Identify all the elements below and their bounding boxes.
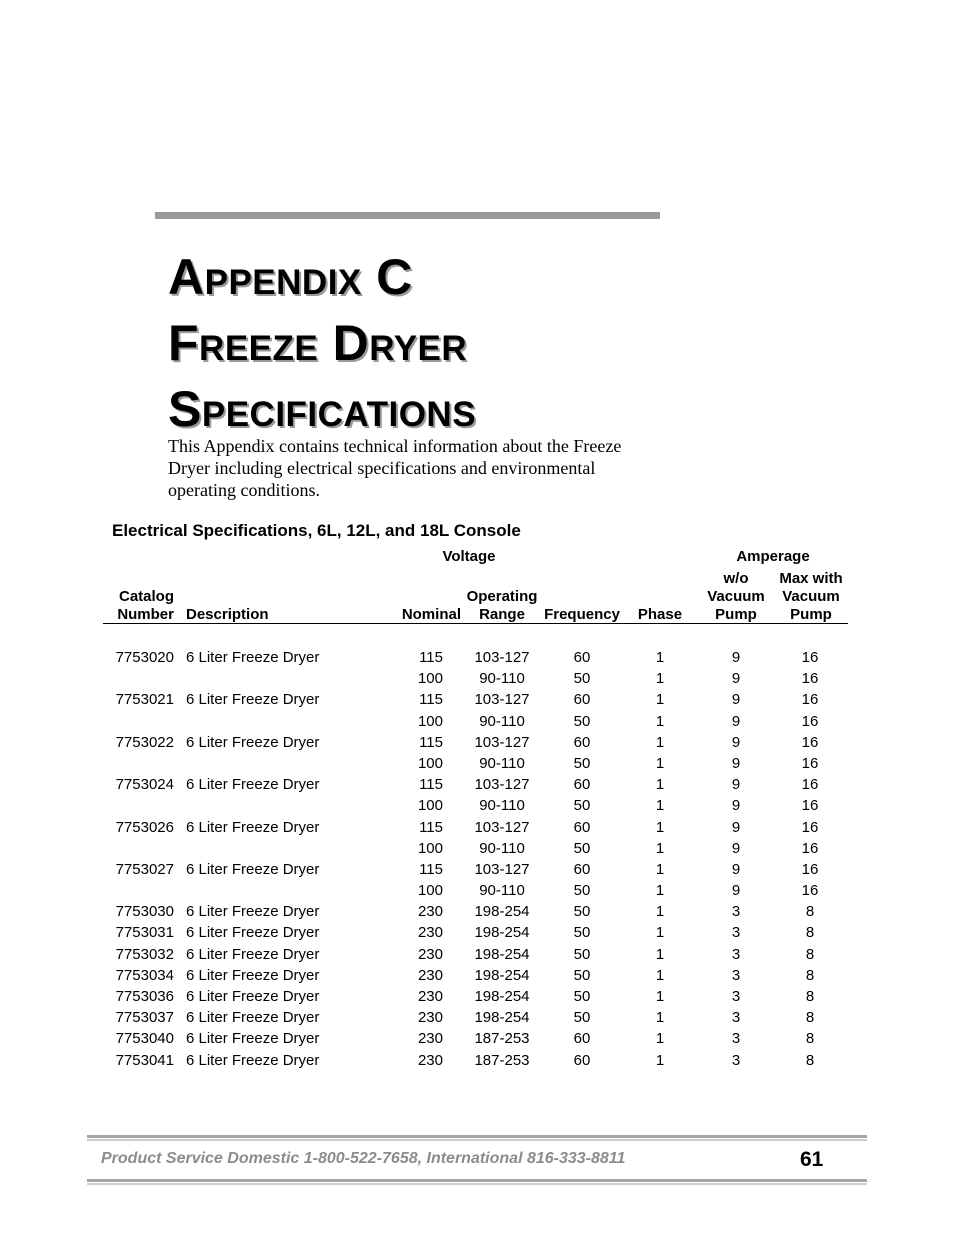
table-row bbox=[0, 753, 954, 774]
nominal-voltage-cell: 230 bbox=[417, 966, 443, 984]
nominal-voltage-cell: 230 bbox=[417, 924, 443, 942]
catalog-number-cell: 7753030 bbox=[115, 903, 174, 921]
amps-without-pump-cell: 3 bbox=[731, 966, 741, 984]
amps-max-with-pump-cell: 8 bbox=[805, 1030, 815, 1048]
voltage-group-header: Voltage bbox=[442, 548, 496, 565]
operating-header-line1: Operating bbox=[466, 588, 538, 605]
frequency-cell: 50 bbox=[573, 670, 591, 688]
amps-max-with-pump-cell: 16 bbox=[801, 776, 819, 794]
description-cell: 6 Liter Freeze Dryer bbox=[186, 818, 320, 836]
amps-max-with-pump-cell: 16 bbox=[801, 733, 819, 751]
frequency-cell: 60 bbox=[573, 1030, 591, 1048]
phase-cell: 1 bbox=[655, 754, 665, 772]
table-row bbox=[0, 1050, 954, 1071]
phase-cell: 1 bbox=[655, 903, 665, 921]
catalog-number-cell: 7753037 bbox=[115, 1009, 174, 1027]
title-rule bbox=[155, 212, 660, 219]
nominal-voltage-cell: 100 bbox=[417, 712, 443, 730]
catalog-number-cell: 7753024 bbox=[115, 776, 174, 794]
table-row bbox=[0, 965, 954, 986]
frequency-cell: 60 bbox=[573, 733, 591, 751]
table-row bbox=[0, 880, 954, 901]
nominal-voltage-cell: 230 bbox=[417, 1030, 443, 1048]
operating-range-cell: 90-110 bbox=[479, 754, 525, 772]
amps-max-with-pump-cell: 8 bbox=[805, 1009, 815, 1027]
frequency-cell: 50 bbox=[573, 1009, 591, 1027]
nominal-voltage-cell: 115 bbox=[419, 733, 443, 751]
description-cell: 6 Liter Freeze Dryer bbox=[186, 1009, 320, 1027]
catalog-number-cell: 7753021 bbox=[115, 691, 174, 709]
table-row bbox=[0, 986, 954, 1007]
nominal-voltage-cell: 230 bbox=[417, 1051, 443, 1069]
table-row bbox=[0, 668, 954, 689]
amps-max-with-pump-cell: 8 bbox=[805, 988, 815, 1005]
amps-without-pump-cell: 3 bbox=[731, 1009, 741, 1027]
table-row bbox=[0, 1028, 954, 1049]
amps-without-pump-cell: 3 bbox=[731, 1051, 741, 1069]
catalog-number-cell: 7753032 bbox=[115, 945, 174, 963]
catalog-number-cell: 7753026 bbox=[115, 818, 174, 836]
operating-range-cell: 90-110 bbox=[479, 670, 525, 688]
amps-max-with-pump-cell: 8 bbox=[805, 1051, 815, 1069]
catalog-number-cell: 7753040 bbox=[115, 1030, 174, 1048]
wo-vacuum-header-line2: Vacuum bbox=[707, 588, 765, 605]
phase-cell: 1 bbox=[655, 924, 665, 942]
amps-max-with-pump-cell: 8 bbox=[805, 903, 815, 921]
amps-without-pump-cell: 9 bbox=[731, 670, 741, 688]
amps-max-with-pump-cell: 16 bbox=[801, 860, 819, 878]
description-cell: 6 Liter Freeze Dryer bbox=[186, 733, 320, 751]
wo-vacuum-header-line1: w/o bbox=[723, 570, 749, 587]
max-vacuum-header-line2: Vacuum bbox=[782, 588, 840, 605]
operating-range-cell: 103-127 bbox=[474, 649, 530, 666]
section-heading: Electrical Specifications, 6L, 12L, and 18L Console bbox=[112, 521, 521, 540]
description-cell: 6 Liter Freeze Dryer bbox=[186, 903, 320, 921]
table-row bbox=[0, 922, 954, 943]
frequency-cell: 50 bbox=[573, 966, 591, 984]
operating-range-cell: 198-254 bbox=[474, 966, 530, 984]
description-header: Description bbox=[186, 606, 269, 623]
wo-vacuum-header-line3: Pump bbox=[715, 606, 757, 623]
nominal-voltage-cell: 100 bbox=[417, 754, 443, 772]
table-row bbox=[0, 774, 954, 795]
frequency-cell: 60 bbox=[573, 1051, 591, 1069]
nominal-voltage-cell: 115 bbox=[419, 818, 443, 836]
description-cell: 6 Liter Freeze Dryer bbox=[186, 1030, 320, 1048]
catalog-header-line2: Number bbox=[117, 606, 174, 623]
max-vacuum-header-line1: Max with bbox=[779, 570, 843, 587]
nominal-voltage-cell: 100 bbox=[417, 797, 443, 815]
phase-cell: 1 bbox=[655, 945, 665, 963]
operating-range-cell: 198-254 bbox=[474, 903, 530, 921]
table-row bbox=[0, 1007, 954, 1028]
amps-without-pump-cell: 3 bbox=[731, 903, 741, 921]
amps-without-pump-cell: 9 bbox=[731, 882, 741, 900]
frequency-header: Frequency bbox=[544, 606, 620, 623]
operating-range-cell: 103-127 bbox=[474, 733, 530, 751]
operating-range-cell: 90-110 bbox=[479, 712, 525, 730]
amps-without-pump-cell: 9 bbox=[731, 797, 741, 815]
phase-cell: 1 bbox=[655, 818, 665, 836]
nominal-voltage-cell: 230 bbox=[417, 988, 443, 1005]
nominal-voltage-cell: 115 bbox=[419, 776, 443, 794]
table-row bbox=[0, 689, 954, 710]
nominal-voltage-cell: 115 bbox=[419, 649, 443, 666]
table-row bbox=[0, 901, 954, 922]
operating-range-cell: 103-127 bbox=[474, 691, 530, 709]
amps-without-pump-cell: 9 bbox=[731, 776, 741, 794]
footer-rule-bottom-shadow bbox=[87, 1183, 867, 1185]
nominal-voltage-cell: 230 bbox=[417, 1009, 443, 1027]
amps-max-with-pump-cell: 16 bbox=[801, 818, 819, 836]
catalog-number-cell: 7753022 bbox=[115, 733, 174, 751]
amps-max-with-pump-cell: 16 bbox=[801, 649, 819, 666]
nominal-voltage-cell: 230 bbox=[417, 903, 443, 921]
catalog-number-cell: 7753041 bbox=[115, 1051, 174, 1069]
description-cell: 6 Liter Freeze Dryer bbox=[186, 988, 320, 1005]
frequency-cell: 50 bbox=[573, 924, 591, 942]
frequency-cell: 50 bbox=[573, 797, 591, 815]
amps-max-with-pump-cell: 16 bbox=[801, 670, 819, 688]
nominal-voltage-cell: 100 bbox=[417, 882, 443, 900]
operating-range-cell: 90-110 bbox=[479, 839, 525, 857]
amps-without-pump-cell: 3 bbox=[731, 945, 741, 963]
amps-max-with-pump-cell: 16 bbox=[801, 797, 819, 815]
table-row bbox=[0, 647, 954, 668]
amps-without-pump-cell: 9 bbox=[731, 754, 741, 772]
description-cell: 6 Liter Freeze Dryer bbox=[186, 776, 320, 794]
amps-without-pump-cell: 3 bbox=[731, 924, 741, 942]
amps-max-with-pump-cell: 16 bbox=[801, 712, 819, 730]
amps-max-with-pump-cell: 16 bbox=[801, 882, 819, 900]
amps-max-with-pump-cell: 8 bbox=[805, 924, 815, 942]
frequency-cell: 50 bbox=[573, 712, 591, 730]
title-line-3: Specifications bbox=[168, 381, 477, 437]
catalog-number-cell: 7753031 bbox=[115, 924, 174, 942]
phase-cell: 1 bbox=[655, 988, 665, 1005]
table-row bbox=[0, 817, 954, 838]
amps-without-pump-cell: 3 bbox=[731, 988, 741, 1005]
footer-rule-bottom bbox=[87, 1179, 867, 1182]
operating-header-line2: Range bbox=[479, 606, 525, 623]
frequency-cell: 60 bbox=[573, 691, 591, 709]
catalog-number-cell: 7753034 bbox=[115, 966, 174, 984]
operating-range-cell: 90-110 bbox=[479, 882, 525, 900]
amps-without-pump-cell: 9 bbox=[731, 860, 741, 878]
operating-range-cell: 103-127 bbox=[474, 818, 530, 836]
frequency-cell: 60 bbox=[573, 860, 591, 878]
frequency-cell: 50 bbox=[573, 945, 591, 963]
table-row bbox=[0, 732, 954, 753]
phase-cell: 1 bbox=[655, 733, 665, 751]
table-row bbox=[0, 859, 954, 880]
phase-cell: 1 bbox=[655, 712, 665, 730]
operating-range-cell: 187-253 bbox=[474, 1051, 530, 1069]
nominal-voltage-cell: 230 bbox=[417, 945, 443, 963]
operating-range-cell: 198-254 bbox=[474, 945, 530, 963]
table-header-rule bbox=[103, 623, 848, 624]
description-cell: 6 Liter Freeze Dryer bbox=[186, 691, 320, 709]
footer-contact: Product Service Domestic 1-800-522-7658, International 816-333-8811 bbox=[101, 1150, 626, 1167]
phase-header: Phase bbox=[637, 606, 683, 623]
phase-cell: 1 bbox=[655, 839, 665, 857]
table-row bbox=[0, 711, 954, 732]
nominal-voltage-cell: 115 bbox=[419, 691, 443, 709]
table-row bbox=[0, 795, 954, 816]
phase-cell: 1 bbox=[655, 1051, 665, 1069]
nominal-voltage-cell: 100 bbox=[417, 670, 443, 688]
phase-cell: 1 bbox=[655, 670, 665, 688]
catalog-number-cell: 7753020 bbox=[115, 649, 174, 666]
amps-max-with-pump-cell: 8 bbox=[805, 945, 815, 963]
nominal-header: Nominal bbox=[401, 606, 461, 623]
phase-cell: 1 bbox=[655, 882, 665, 900]
title-line-1: Appendix C bbox=[168, 249, 413, 305]
amps-without-pump-cell: 9 bbox=[731, 649, 741, 666]
description-cell: 6 Liter Freeze Dryer bbox=[186, 924, 320, 942]
intro-line: Dryer including electrical specifications and environmental bbox=[168, 458, 596, 478]
phase-cell: 1 bbox=[655, 797, 665, 815]
amps-without-pump-cell: 9 bbox=[731, 839, 741, 857]
phase-cell: 1 bbox=[655, 649, 665, 666]
amps-max-with-pump-cell: 16 bbox=[801, 839, 819, 857]
footer-rule-top bbox=[87, 1135, 867, 1138]
description-cell: 6 Liter Freeze Dryer bbox=[186, 966, 320, 984]
description-cell: 6 Liter Freeze Dryer bbox=[186, 860, 320, 878]
amps-without-pump-cell: 9 bbox=[731, 691, 741, 709]
intro-paragraph bbox=[168, 435, 658, 501]
frequency-cell: 50 bbox=[573, 882, 591, 900]
frequency-cell: 50 bbox=[573, 754, 591, 772]
amps-without-pump-cell: 9 bbox=[731, 712, 741, 730]
amps-without-pump-cell: 9 bbox=[731, 818, 741, 836]
title-line-2: Freeze Dryer bbox=[168, 315, 468, 371]
operating-range-cell: 187-253 bbox=[474, 1030, 530, 1048]
catalog-header-line1: Catalog bbox=[118, 588, 174, 605]
page-title bbox=[168, 244, 728, 442]
description-cell: 6 Liter Freeze Dryer bbox=[186, 649, 320, 666]
frequency-cell: 60 bbox=[573, 649, 591, 666]
operating-range-cell: 90-110 bbox=[479, 797, 525, 815]
phase-cell: 1 bbox=[655, 691, 665, 709]
footer-rule-top-shadow bbox=[87, 1139, 867, 1141]
table-row bbox=[0, 944, 954, 965]
frequency-cell: 60 bbox=[573, 776, 591, 794]
amps-without-pump-cell: 3 bbox=[731, 1030, 741, 1048]
catalog-number-cell: 7753036 bbox=[115, 988, 174, 1005]
amps-max-with-pump-cell: 16 bbox=[801, 691, 819, 709]
intro-line: This Appendix contains technical information about the Freeze bbox=[168, 436, 622, 456]
table-body bbox=[0, 647, 954, 1071]
table-row bbox=[0, 838, 954, 859]
description-cell: 6 Liter Freeze Dryer bbox=[186, 945, 320, 963]
intro-line: operating conditions. bbox=[168, 480, 320, 500]
phase-cell: 1 bbox=[655, 966, 665, 984]
amps-max-with-pump-cell: 8 bbox=[805, 966, 815, 984]
frequency-cell: 50 bbox=[573, 903, 591, 921]
frequency-cell: 50 bbox=[573, 839, 591, 857]
amps-max-with-pump-cell: 16 bbox=[801, 754, 819, 772]
operating-range-cell: 103-127 bbox=[474, 776, 530, 794]
operating-range-cell: 198-254 bbox=[474, 988, 530, 1005]
nominal-voltage-cell: 115 bbox=[419, 860, 443, 878]
phase-cell: 1 bbox=[655, 860, 665, 878]
operating-range-cell: 198-254 bbox=[474, 924, 530, 942]
nominal-voltage-cell: 100 bbox=[417, 839, 443, 857]
operating-range-cell: 198-254 bbox=[474, 1009, 530, 1027]
phase-cell: 1 bbox=[655, 776, 665, 794]
amps-without-pump-cell: 9 bbox=[731, 733, 741, 751]
phase-cell: 1 bbox=[655, 1009, 665, 1027]
page-number: 61 bbox=[800, 1148, 824, 1171]
operating-range-cell: 103-127 bbox=[474, 860, 530, 878]
max-vacuum-header-line3: Pump bbox=[790, 606, 832, 623]
phase-cell: 1 bbox=[655, 1030, 665, 1048]
description-cell: 6 Liter Freeze Dryer bbox=[186, 1051, 320, 1069]
amperage-group-header: Amperage bbox=[736, 548, 810, 565]
frequency-cell: 60 bbox=[573, 818, 591, 836]
frequency-cell: 50 bbox=[573, 988, 591, 1005]
catalog-number-cell: 7753027 bbox=[115, 860, 174, 878]
